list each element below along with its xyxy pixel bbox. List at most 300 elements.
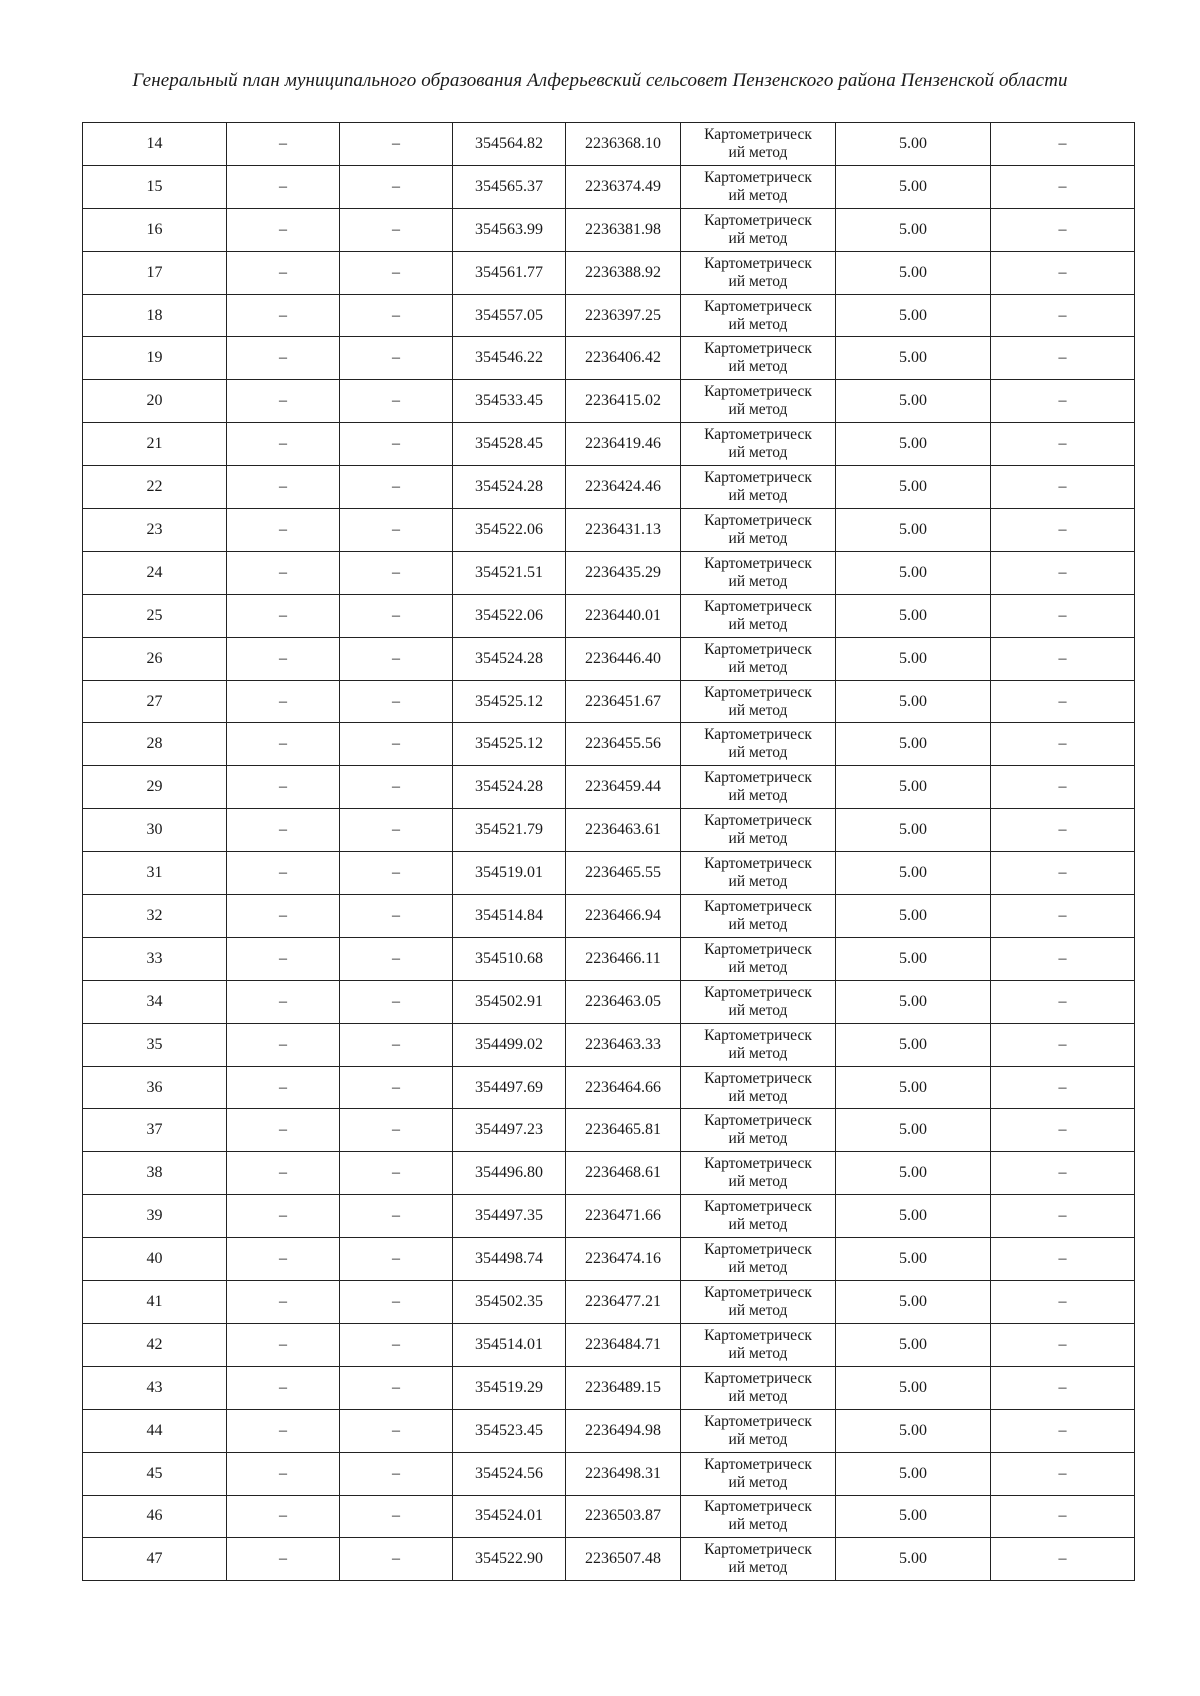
empty-value-cell: – [227, 594, 340, 637]
table-row [83, 980, 1135, 1023]
method-cell [681, 895, 836, 938]
method-line-1: Картометрическ [704, 1412, 812, 1430]
empty-value-cell: – [340, 1109, 453, 1152]
table-row [83, 680, 1135, 723]
method-cell [681, 637, 836, 680]
empty-value-cell: – [991, 1023, 1135, 1066]
x-coordinate-cell: 354523.45 [453, 1409, 566, 1452]
x-coordinate-cell: 354514.01 [453, 1323, 566, 1366]
accuracy-cell: 5.00 [836, 594, 991, 637]
empty-value-cell: – [340, 509, 453, 552]
point-number-cell: 43 [83, 1366, 227, 1409]
empty-value-cell: – [340, 380, 453, 423]
empty-value-cell: – [991, 337, 1135, 380]
method-cell [681, 852, 836, 895]
method-line-2: ий метод [728, 701, 788, 719]
empty-value-cell: – [227, 637, 340, 680]
method-cell [681, 1323, 836, 1366]
y-coordinate-cell: 2236507.48 [566, 1538, 681, 1581]
method-cell [681, 423, 836, 466]
method-line-1: Картометрическ [704, 812, 812, 830]
method-line-2: ий метод [728, 229, 788, 247]
y-coordinate-cell: 2236459.44 [566, 766, 681, 809]
method-line-2: ий метод [728, 272, 788, 290]
point-number-cell: 16 [83, 208, 227, 251]
accuracy-cell: 5.00 [836, 1366, 991, 1409]
empty-value-cell: – [991, 251, 1135, 294]
y-coordinate-cell: 2236463.33 [566, 1023, 681, 1066]
table-row [83, 466, 1135, 509]
point-number-cell: 18 [83, 294, 227, 337]
table-row [83, 809, 1135, 852]
empty-value-cell: – [227, 423, 340, 466]
method-line-2: ий метод [728, 830, 788, 848]
y-coordinate-cell: 2236388.92 [566, 251, 681, 294]
y-coordinate-cell: 2236446.40 [566, 637, 681, 680]
method-line-2: ий метод [728, 315, 788, 333]
y-coordinate-cell: 2236498.31 [566, 1452, 681, 1495]
method-line-2: ий метод [728, 1516, 788, 1534]
empty-value-cell: – [340, 251, 453, 294]
table-row [83, 337, 1135, 380]
point-number-cell: 29 [83, 766, 227, 809]
method-line-2: ий метод [728, 658, 788, 676]
empty-value-cell: – [227, 1109, 340, 1152]
method-line-1: Картометрическ [704, 1112, 812, 1130]
table-row [83, 123, 1135, 166]
method-line-2: ий метод [728, 487, 788, 505]
method-cell [681, 1409, 836, 1452]
method-line-2: ий метод [728, 1087, 788, 1105]
y-coordinate-cell: 2236465.81 [566, 1109, 681, 1152]
empty-value-cell: – [227, 208, 340, 251]
accuracy-cell: 5.00 [836, 1152, 991, 1195]
x-coordinate-cell: 354521.79 [453, 809, 566, 852]
method-line-1: Картометрическ [704, 769, 812, 787]
method-line-1: Картометрическ [704, 1026, 812, 1044]
point-number-cell: 24 [83, 551, 227, 594]
method-line-2: ий метод [728, 1430, 788, 1448]
point-number-cell: 32 [83, 895, 227, 938]
empty-value-cell: – [340, 1238, 453, 1281]
x-coordinate-cell: 354521.51 [453, 551, 566, 594]
empty-value-cell: – [227, 1195, 340, 1238]
accuracy-cell: 5.00 [836, 980, 991, 1023]
page-header: Генеральный план муниципального образования Алферьевский сельсовет Пензенского района Пензенской области [132, 70, 1068, 91]
table-row [83, 1066, 1135, 1109]
empty-value-cell: – [340, 1538, 453, 1581]
method-line-1: Картометрическ [704, 383, 812, 401]
accuracy-cell: 5.00 [836, 766, 991, 809]
point-number-cell: 33 [83, 937, 227, 980]
method-cell [681, 380, 836, 423]
accuracy-cell: 5.00 [836, 1023, 991, 1066]
empty-value-cell: – [227, 1023, 340, 1066]
empty-value-cell: – [991, 1366, 1135, 1409]
x-coordinate-cell: 354497.35 [453, 1195, 566, 1238]
table-row [83, 852, 1135, 895]
empty-value-cell: – [340, 1366, 453, 1409]
method-line-2: ий метод [728, 1173, 788, 1191]
method-line-2: ий метод [728, 1559, 788, 1577]
x-coordinate-cell: 354499.02 [453, 1023, 566, 1066]
accuracy-cell: 5.00 [836, 680, 991, 723]
point-number-cell: 38 [83, 1152, 227, 1195]
method-line-1: Картометрическ [704, 1541, 812, 1559]
table-row [83, 1452, 1135, 1495]
method-line-2: ий метод [728, 401, 788, 419]
x-coordinate-cell: 354525.12 [453, 723, 566, 766]
table-row [83, 551, 1135, 594]
empty-value-cell: – [991, 980, 1135, 1023]
method-line-1: Картометрическ [704, 897, 812, 915]
y-coordinate-cell: 2236440.01 [566, 594, 681, 637]
x-coordinate-cell: 354510.68 [453, 937, 566, 980]
table-row [83, 766, 1135, 809]
method-line-1: Картометрическ [704, 597, 812, 615]
method-cell [681, 766, 836, 809]
point-number-cell: 17 [83, 251, 227, 294]
coordinates-table [82, 122, 1135, 1581]
accuracy-cell: 5.00 [836, 1452, 991, 1495]
y-coordinate-cell: 2236484.71 [566, 1323, 681, 1366]
empty-value-cell: – [340, 937, 453, 980]
empty-value-cell: – [340, 1281, 453, 1324]
method-line-2: ий метод [728, 1259, 788, 1277]
accuracy-cell: 5.00 [836, 208, 991, 251]
empty-value-cell: – [227, 337, 340, 380]
x-coordinate-cell: 354525.12 [453, 680, 566, 723]
y-coordinate-cell: 2236455.56 [566, 723, 681, 766]
method-line-2: ий метод [728, 1387, 788, 1405]
x-coordinate-cell: 354497.23 [453, 1109, 566, 1152]
y-coordinate-cell: 2236468.61 [566, 1152, 681, 1195]
empty-value-cell: – [340, 895, 453, 938]
accuracy-cell: 5.00 [836, 1323, 991, 1366]
method-line-2: ий метод [728, 1301, 788, 1319]
empty-value-cell: – [227, 509, 340, 552]
empty-value-cell: – [340, 1195, 453, 1238]
method-line-1: Картометрическ [704, 254, 812, 272]
empty-value-cell: – [227, 466, 340, 509]
empty-value-cell: – [227, 1281, 340, 1324]
method-cell [681, 1366, 836, 1409]
y-coordinate-cell: 2236474.16 [566, 1238, 681, 1281]
method-line-2: ий метод [728, 444, 788, 462]
point-number-cell: 36 [83, 1066, 227, 1109]
empty-value-cell: – [227, 852, 340, 895]
y-coordinate-cell: 2236424.46 [566, 466, 681, 509]
empty-value-cell: – [227, 380, 340, 423]
point-number-cell: 39 [83, 1195, 227, 1238]
method-line-2: ий метод [728, 1473, 788, 1491]
table-row [83, 423, 1135, 466]
table-row [83, 1409, 1135, 1452]
empty-value-cell: – [340, 809, 453, 852]
y-coordinate-cell: 2236477.21 [566, 1281, 681, 1324]
point-number-cell: 15 [83, 165, 227, 208]
x-coordinate-cell: 354496.80 [453, 1152, 566, 1195]
empty-value-cell: – [991, 1495, 1135, 1538]
empty-value-cell: – [991, 423, 1135, 466]
method-cell [681, 937, 836, 980]
empty-value-cell: – [991, 123, 1135, 166]
method-line-2: ий метод [728, 186, 788, 204]
method-cell [681, 551, 836, 594]
point-number-cell: 31 [83, 852, 227, 895]
empty-value-cell: – [991, 1152, 1135, 1195]
method-cell [681, 251, 836, 294]
method-cell [681, 980, 836, 1023]
method-line-1: Картометрическ [704, 1455, 812, 1473]
method-cell [681, 1238, 836, 1281]
method-line-2: ий метод [728, 915, 788, 933]
accuracy-cell: 5.00 [836, 1495, 991, 1538]
accuracy-cell: 5.00 [836, 895, 991, 938]
empty-value-cell: – [991, 1323, 1135, 1366]
empty-value-cell: – [991, 895, 1135, 938]
empty-value-cell: – [340, 1452, 453, 1495]
y-coordinate-cell: 2236463.61 [566, 809, 681, 852]
point-number-cell: 21 [83, 423, 227, 466]
empty-value-cell: – [991, 637, 1135, 680]
x-coordinate-cell: 354519.29 [453, 1366, 566, 1409]
empty-value-cell: – [340, 337, 453, 380]
method-line-2: ий метод [728, 1216, 788, 1234]
x-coordinate-cell: 354514.84 [453, 895, 566, 938]
method-line-1: Картометрическ [704, 1198, 812, 1216]
method-cell [681, 809, 836, 852]
accuracy-cell: 5.00 [836, 1195, 991, 1238]
point-number-cell: 42 [83, 1323, 227, 1366]
empty-value-cell: – [340, 208, 453, 251]
method-line-1: Картометрическ [704, 340, 812, 358]
point-number-cell: 46 [83, 1495, 227, 1538]
method-line-2: ий метод [728, 873, 788, 891]
empty-value-cell: – [227, 1538, 340, 1581]
empty-value-cell: – [227, 1409, 340, 1452]
method-cell [681, 466, 836, 509]
x-coordinate-cell: 354564.82 [453, 123, 566, 166]
x-coordinate-cell: 354524.28 [453, 637, 566, 680]
point-number-cell: 45 [83, 1452, 227, 1495]
empty-value-cell: – [340, 1023, 453, 1066]
empty-value-cell: – [991, 509, 1135, 552]
x-coordinate-cell: 354497.69 [453, 1066, 566, 1109]
method-cell [681, 680, 836, 723]
y-coordinate-cell: 2236368.10 [566, 123, 681, 166]
method-line-2: ий метод [728, 143, 788, 161]
method-line-1: Картометрическ [704, 125, 812, 143]
point-number-cell: 34 [83, 980, 227, 1023]
empty-value-cell: – [340, 1495, 453, 1538]
empty-value-cell: – [340, 1066, 453, 1109]
table-row [83, 1195, 1135, 1238]
x-coordinate-cell: 354546.22 [453, 337, 566, 380]
point-number-cell: 35 [83, 1023, 227, 1066]
y-coordinate-cell: 2236466.11 [566, 937, 681, 980]
empty-value-cell: – [340, 980, 453, 1023]
accuracy-cell: 5.00 [836, 723, 991, 766]
table-row [83, 294, 1135, 337]
y-coordinate-cell: 2236489.15 [566, 1366, 681, 1409]
point-number-cell: 41 [83, 1281, 227, 1324]
y-coordinate-cell: 2236494.98 [566, 1409, 681, 1452]
y-coordinate-cell: 2236431.13 [566, 509, 681, 552]
method-cell [681, 723, 836, 766]
table-row [83, 723, 1135, 766]
empty-value-cell: – [991, 723, 1135, 766]
empty-value-cell: – [227, 766, 340, 809]
x-coordinate-cell: 354522.06 [453, 594, 566, 637]
empty-value-cell: – [227, 809, 340, 852]
empty-value-cell: – [227, 1152, 340, 1195]
y-coordinate-cell: 2236465.55 [566, 852, 681, 895]
table-row [83, 1538, 1135, 1581]
method-line-1: Картометрическ [704, 1369, 812, 1387]
empty-value-cell: – [991, 766, 1135, 809]
table-row [83, 1281, 1135, 1324]
accuracy-cell: 5.00 [836, 1238, 991, 1281]
empty-value-cell: – [991, 1195, 1135, 1238]
empty-value-cell: – [340, 766, 453, 809]
table-row [83, 208, 1135, 251]
method-line-1: Картометрическ [704, 726, 812, 744]
empty-value-cell: – [991, 1452, 1135, 1495]
empty-value-cell: – [340, 423, 453, 466]
y-coordinate-cell: 2236463.05 [566, 980, 681, 1023]
table-row [83, 895, 1135, 938]
x-coordinate-cell: 354533.45 [453, 380, 566, 423]
point-number-cell: 20 [83, 380, 227, 423]
x-coordinate-cell: 354502.91 [453, 980, 566, 1023]
y-coordinate-cell: 2236435.29 [566, 551, 681, 594]
table-row [83, 937, 1135, 980]
method-cell [681, 123, 836, 166]
accuracy-cell: 5.00 [836, 637, 991, 680]
x-coordinate-cell: 354561.77 [453, 251, 566, 294]
table-row [83, 1109, 1135, 1152]
table-row [83, 637, 1135, 680]
accuracy-cell: 5.00 [836, 937, 991, 980]
x-coordinate-cell: 354522.06 [453, 509, 566, 552]
empty-value-cell: – [227, 1066, 340, 1109]
accuracy-cell: 5.00 [836, 123, 991, 166]
empty-value-cell: – [340, 1323, 453, 1366]
method-line-1: Картометрическ [704, 683, 812, 701]
point-number-cell: 23 [83, 509, 227, 552]
empty-value-cell: – [991, 1109, 1135, 1152]
empty-value-cell: – [991, 937, 1135, 980]
table-row [83, 1152, 1135, 1195]
method-line-2: ий метод [728, 358, 788, 376]
method-line-2: ий метод [728, 1044, 788, 1062]
method-line-1: Картометрическ [704, 1241, 812, 1259]
empty-value-cell: – [340, 594, 453, 637]
method-line-1: Картометрическ [704, 211, 812, 229]
empty-value-cell: – [340, 466, 453, 509]
method-cell [681, 165, 836, 208]
x-coordinate-cell: 354524.28 [453, 766, 566, 809]
point-number-cell: 25 [83, 594, 227, 637]
empty-value-cell: – [340, 852, 453, 895]
empty-value-cell: – [340, 1409, 453, 1452]
method-line-1: Картометрическ [704, 511, 812, 529]
method-line-2: ий метод [728, 529, 788, 547]
empty-value-cell: – [340, 165, 453, 208]
empty-value-cell: – [227, 723, 340, 766]
point-number-cell: 19 [83, 337, 227, 380]
point-number-cell: 37 [83, 1109, 227, 1152]
point-number-cell: 27 [83, 680, 227, 723]
empty-value-cell: – [227, 1452, 340, 1495]
method-line-1: Картометрическ [704, 983, 812, 1001]
empty-value-cell: – [227, 937, 340, 980]
empty-value-cell: – [991, 680, 1135, 723]
x-coordinate-cell: 354524.01 [453, 1495, 566, 1538]
method-line-1: Картометрическ [704, 640, 812, 658]
accuracy-cell: 5.00 [836, 337, 991, 380]
table-row [83, 594, 1135, 637]
y-coordinate-cell: 2236406.42 [566, 337, 681, 380]
method-line-1: Картометрическ [704, 168, 812, 186]
empty-value-cell: – [991, 294, 1135, 337]
empty-value-cell: – [227, 251, 340, 294]
method-line-1: Картометрическ [704, 1326, 812, 1344]
point-number-cell: 22 [83, 466, 227, 509]
accuracy-cell: 5.00 [836, 1409, 991, 1452]
method-line-1: Картометрическ [704, 1283, 812, 1301]
accuracy-cell: 5.00 [836, 1281, 991, 1324]
empty-value-cell: – [227, 165, 340, 208]
x-coordinate-cell: 354519.01 [453, 852, 566, 895]
y-coordinate-cell: 2236374.49 [566, 165, 681, 208]
y-coordinate-cell: 2236503.87 [566, 1495, 681, 1538]
empty-value-cell: – [227, 1323, 340, 1366]
empty-value-cell: – [991, 165, 1135, 208]
y-coordinate-cell: 2236419.46 [566, 423, 681, 466]
y-coordinate-cell: 2236466.94 [566, 895, 681, 938]
empty-value-cell: – [340, 680, 453, 723]
method-cell [681, 509, 836, 552]
y-coordinate-cell: 2236464.66 [566, 1066, 681, 1109]
method-cell [681, 1495, 836, 1538]
point-number-cell: 28 [83, 723, 227, 766]
x-coordinate-cell: 354528.45 [453, 423, 566, 466]
empty-value-cell: – [991, 1538, 1135, 1581]
table-row [83, 1495, 1135, 1538]
method-line-2: ий метод [728, 1130, 788, 1148]
method-cell [681, 1195, 836, 1238]
empty-value-cell: – [227, 895, 340, 938]
empty-value-cell: – [227, 551, 340, 594]
point-number-cell: 30 [83, 809, 227, 852]
x-coordinate-cell: 354563.99 [453, 208, 566, 251]
point-number-cell: 26 [83, 637, 227, 680]
accuracy-cell: 5.00 [836, 509, 991, 552]
x-coordinate-cell: 354498.74 [453, 1238, 566, 1281]
method-line-1: Картометрическ [704, 554, 812, 572]
method-line-2: ий метод [728, 744, 788, 762]
method-cell [681, 1023, 836, 1066]
empty-value-cell: – [340, 637, 453, 680]
accuracy-cell: 5.00 [836, 852, 991, 895]
method-line-2: ий метод [728, 787, 788, 805]
empty-value-cell: – [991, 594, 1135, 637]
x-coordinate-cell: 354522.90 [453, 1538, 566, 1581]
x-coordinate-cell: 354524.28 [453, 466, 566, 509]
method-line-2: ий метод [728, 1001, 788, 1019]
